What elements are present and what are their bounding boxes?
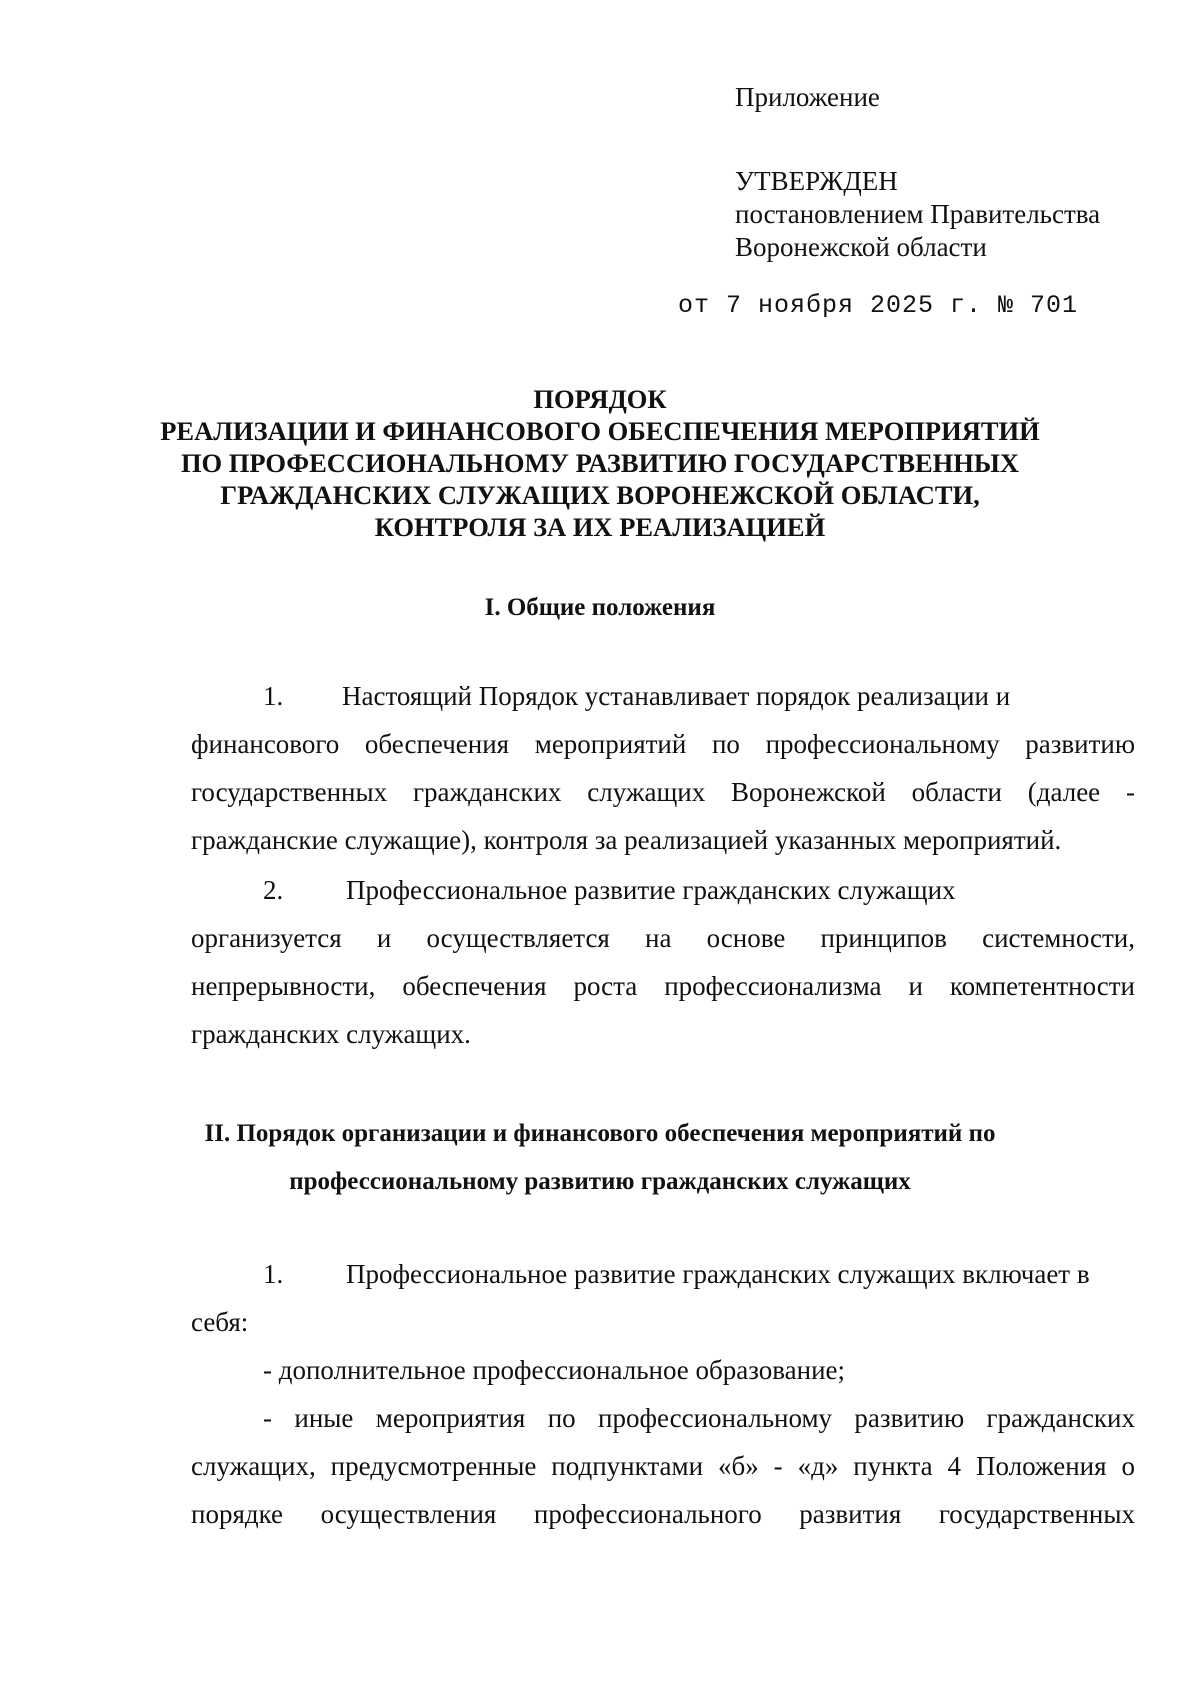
approved-by-line2: Воронежской области xyxy=(735,232,987,262)
approved-by-line1: постановлением Правительства xyxy=(735,199,1101,229)
paragraph-text: Профессиональное развитие гражданских служащих xyxy=(346,875,956,905)
paragraph-line xyxy=(191,672,1135,720)
section-2-item-2 xyxy=(191,1394,1135,1538)
title-line-1: ПОРЯДОК xyxy=(533,384,667,414)
title-line-4: ГРАЖДАНСКИХ СЛУЖАЩИХ ВОРОНЕЖСКОЙ ОБЛАСТИ, xyxy=(220,480,980,510)
approved-text: УТВЕРЖДЕН xyxy=(735,166,898,196)
document-title xyxy=(150,383,1050,543)
paragraph-number: 2. xyxy=(263,875,284,905)
section-1-paragraph-1 xyxy=(191,672,1135,864)
paragraph-line: себя: xyxy=(191,1307,249,1337)
section-1-heading-text: I. Общие положения xyxy=(484,594,716,621)
section-2-heading-line-1: II. Порядок организации и финансового обеспечения мероприятий по xyxy=(204,1120,996,1147)
paragraph-line: организуется и осуществляется на основе принципов системности, xyxy=(191,923,1135,953)
section-2-heading xyxy=(150,1110,1050,1206)
approval-date: от 7 ноября 2025 г. № 701 xyxy=(678,291,1079,320)
title-line-2: РЕАЛИЗАЦИИ И ФИНАНСОВОГО ОБЕСПЕЧЕНИЯ МЕРОПРИЯТИЙ xyxy=(160,416,1040,446)
paragraph-line xyxy=(191,866,1135,914)
paragraph-line xyxy=(191,1250,1135,1298)
title-line-5: КОНТРОЛЯ ЗА ИХ РЕАЛИЗАЦИЕЙ xyxy=(374,512,826,542)
paragraph-line: непрерывности, обеспечения роста профессионализма и компетентности xyxy=(191,971,1135,1001)
paragraph-line: государственных гражданских служащих Воронежской области (далее - xyxy=(191,777,1135,807)
list-item: - иные мероприятия по профессиональному развитию гражданских xyxy=(263,1403,1135,1433)
paragraph-line: финансового обеспечения мероприятий по профессиональному развитию xyxy=(191,729,1135,759)
appendix-label xyxy=(735,81,880,114)
title-line-3: ПО ПРОФЕССИОНАЛЬНОМУ РАЗВИТИЮ ГОСУДАРСТВЕННЫХ xyxy=(180,448,1020,478)
paragraph-text: Настоящий Порядок устанавливает порядок реализации и xyxy=(342,681,1011,711)
paragraph-line: гражданские служащие), контроля за реализацией указанных мероприятий. xyxy=(191,825,1062,855)
approval-stamp xyxy=(735,165,1100,264)
section-1-heading xyxy=(150,584,1050,632)
paragraph-number: 1. xyxy=(263,1259,284,1289)
paragraph-number: 1. xyxy=(263,681,284,711)
section-2-paragraph-1 xyxy=(191,1250,1135,1394)
section-2-heading-line-2: профессиональному развитию гражданских служащих xyxy=(289,1168,911,1195)
list-item: - дополнительное профессиональное образование; xyxy=(263,1355,846,1385)
paragraph-line: гражданских служащих. xyxy=(191,1019,471,1049)
section-1-paragraph-2 xyxy=(191,866,1135,1058)
paragraph-text: Профессиональное развитие гражданских служащих включает в xyxy=(346,1259,1090,1289)
paragraph-line: служащих, предусмотренные подпунктами «б» - «д» пункта 4 Положения о xyxy=(191,1451,1135,1481)
appendix-text: Приложение xyxy=(735,82,880,112)
paragraph-line: порядке осуществления профессионального развития государственных xyxy=(191,1499,1135,1529)
